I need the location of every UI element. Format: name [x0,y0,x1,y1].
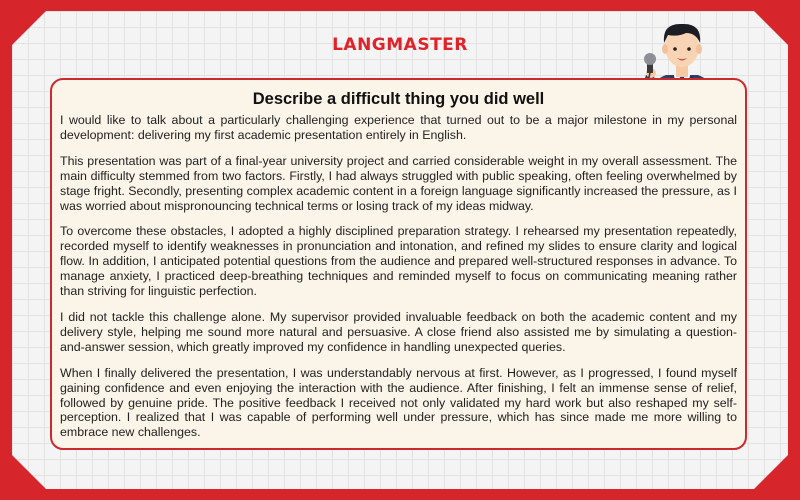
paragraph-outcome: When I finally delivered the presentation, I was understandably nervous at first. However, as I progressed, I found myself gaining confidence and even enjoying the interaction with the audience. After finishing, I felt an immense sense of relief, followed by genuine pride. The positive feedback I received not only validated my hard work but also reshaped my self-perception. I realized that I was capable of performing well under pressure, which has since made me more willing to embrace new challenges. [60,365,737,440]
paragraph-strategy: To overcome these obstacles, I adopted a highly disciplined preparation strategy. I rehearsed my presentation repeatedly, recorded myself to identify weaknesses in pronunciation and intonation, and refined my slides to ensure clarity and logical flow. In addition, I anticipated potential questions from the audience and prepared well-structured responses in advance. To manage anxiety, I practiced deep-breathing techniques and reminded myself to focus on communicating meaning rather than striving for linguistic perfection. [60,224,737,299]
answer-card [50,78,747,450]
card-title: Describe a difficult thing you did well [252,90,545,108]
paragraph-support: I did not tackle this challenge alone. My supervisor provided invaluable feedback on both the academic content and my delivery style, helping me sound more natural and persuasive. A close friend also assisted me by simulating a question-and-answer session, which greatly improved my confidence in handling unexpected queries. [60,309,737,354]
corner-decoration [754,455,788,489]
brand-logo: LANGMASTER [332,35,468,55]
corner-decoration [12,455,46,489]
paragraph-context: This presentation was part of a final-year university project and carried considerable weight in my overall assessment. The main difficulty stemmed from two factors. Firstly, I had always struggled with public speaking, often feeling overwhelmed by stage fright. Secondly, presenting complex academic content in a foreign language significantly increased the pressure, as I was worried about mispronouncing technical terms or losing track of my ideas midway. [60,153,737,213]
page-background [12,11,788,489]
paragraph-intro: I would like to talk about a particularly challenging experience that turned out to be a major milestone in my personal development: delivering my first academic presentation entirely in English. [60,113,737,142]
